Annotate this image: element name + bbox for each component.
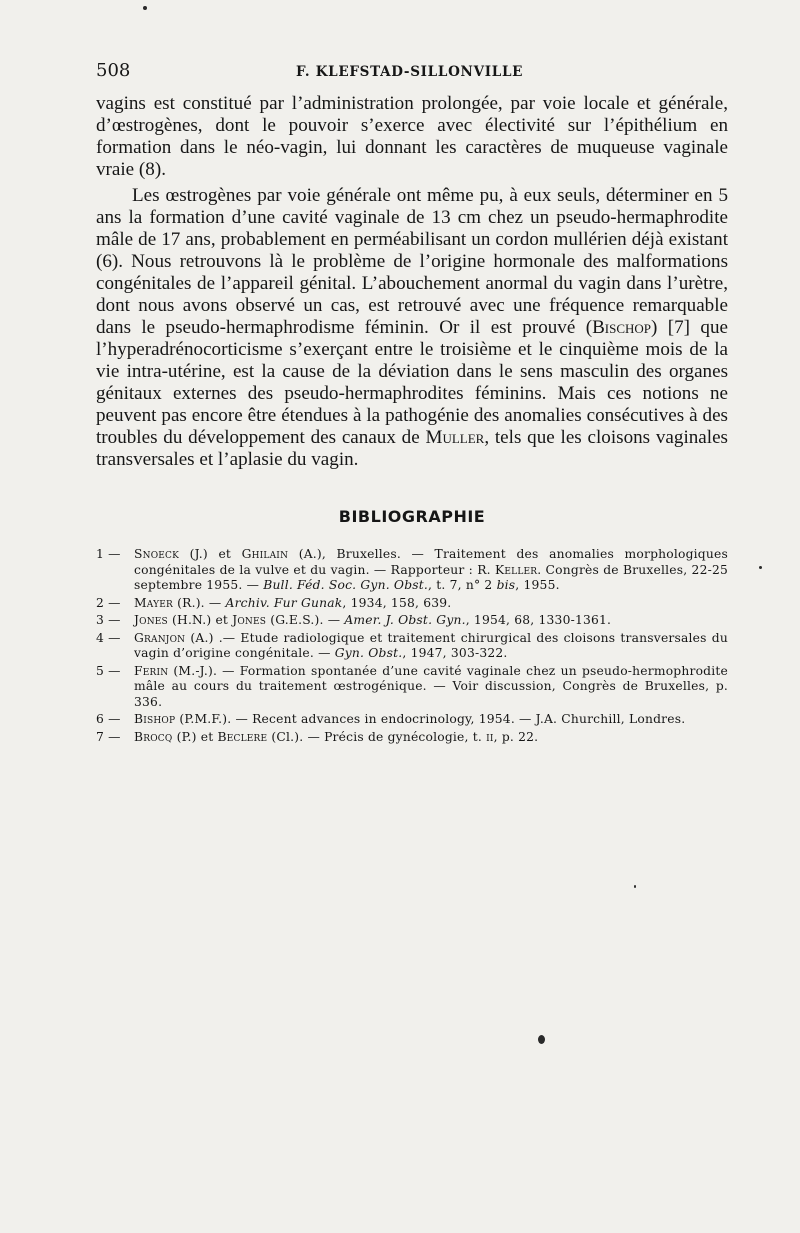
bib-author: Mayer (134, 595, 174, 610)
running-head: F. KLEFSTAD-SILLONVILLE (296, 64, 524, 80)
bib-text: , 1947, 303-322. (402, 646, 508, 660)
page (96, 60, 728, 747)
scan-speck (759, 566, 762, 569)
page-number: 508 (96, 60, 131, 81)
bib-number: 2 — (96, 595, 121, 610)
scan-speck (538, 1035, 545, 1044)
bib-text: (P.) et (172, 729, 218, 744)
bib-item-5 (96, 664, 728, 711)
bib-text: (H.N.) et (167, 613, 233, 627)
bib-text: (A.) .— Etude radiologique et traitement chirurgical des cloisons transversales du vagin d’origine congénitale. — (134, 630, 728, 660)
bib-number: 3 — (96, 613, 121, 627)
bib-number: 5 — (96, 663, 121, 678)
bib-volume: ii (486, 729, 494, 744)
bib-number: 6 — (96, 712, 121, 726)
bib-text: (G.E.S.). — (266, 613, 345, 627)
bib-item-7 (96, 730, 728, 746)
bib-author: Brocq (134, 729, 173, 744)
bib-item-1 (96, 547, 728, 594)
bibliography-title: BIBLIOGRAPHIE (338, 507, 486, 526)
bib-number: 4 — (96, 630, 121, 645)
page-header (96, 60, 728, 81)
bib-journal: Bull. Féd. Soc. Gyn. Obst. (263, 578, 429, 592)
bib-author: Beclere (217, 729, 268, 744)
bib-text: (A.), Bruxelles. — Traitement des anomalies morphologiques congénitales de la vulve et du vagin. — Rapporteur : R. (134, 547, 728, 577)
paragraph-1-text: vagins est constitué par l’administration prolongée, par voie locale et générale, d’œstrogènes, dont le pouvoir s’exerce avec électivité sur l’épithélium en formation dans le néo-vagin, lui donnant les caractères de muqueuse vaginale vraie (8). (96, 93, 728, 180)
bib-journal: Amer. J. Obst. Gyn. (344, 613, 466, 627)
bib-text: (R.). — (173, 595, 226, 610)
author-bischop: Bischop (592, 317, 652, 338)
bib-item-6 (96, 712, 728, 728)
scan-speck (634, 885, 636, 888)
bib-author: Ghilain (241, 547, 289, 561)
bib-text: (M.-J.). — Formation spontanée d’une cavité vaginale chez un pseudo-hermophrodite mâle au cours du traitement œstrogénique. — Voir discussion, Congrès de Bruxelles, p. 336. (134, 663, 728, 709)
bib-text: , 1934, 158, 639. (342, 595, 452, 610)
bib-author: Granjon (134, 630, 186, 645)
bib-author: Snoeck (134, 547, 180, 561)
bib-journal: Archiv. Fur Gunak (225, 595, 343, 610)
paragraph-2-text-b: ) [7] que l’hyperadrénocorticisme s’exerçant entre le troisième et le cinquième mois de la vie intra-utérine, est la cause de la déviation dans le sens masculin des organes génitaux externes des pseudo-hermaphrodites féminins. Mais ces notions ne peuvent pas encore être étendues à la pathogénie des anomalies consécutives à des troubles du développement des canaux de (96, 317, 728, 448)
bib-author: Jones (232, 613, 267, 627)
bib-item-2 (96, 596, 728, 612)
bib-text: . Congrès de Bruxelles, 22-25 septembre 1955. — (134, 562, 728, 592)
paragraph-2 (96, 185, 728, 471)
bib-text: (P.M.F.). — Recent advances in endocrinology, 1954. — J.A. Churchill, Londres. (175, 712, 686, 726)
paragraph-2-text-a: Les œstrogènes par voie générale ont même pu, à eux seuls, déterminer en 5 ans la formation d’une cavité vaginale de 13 cm chez un pseudo-hermaphrodite mâle de 17 ans, probablement en perméabilisant un cordon mullérien déjà existant (6). Nous retrouvons là le problème de l’origine hormonale des malformations congénitales de l’appareil génital. L’abouchement anormal du vagin dans l’urètre, dont nous avons observé un cas, est retrouvé avec une fréquence remarquable dans le pseudo-hermaphrodisme féminin. Or il est prouvé ( (96, 185, 728, 338)
bib-author: Keller (494, 562, 538, 577)
paragraph-1 (96, 93, 728, 181)
bib-number: 1 — (96, 547, 121, 561)
bib-text: , p. 22. (493, 729, 539, 744)
paragraph-2-text-c: , tels que les cloisons vaginales transversales et l’aplasie du vagin. (96, 427, 728, 470)
bib-number: 7 — (96, 729, 121, 744)
bib-item-4 (96, 631, 728, 662)
bib-text: (Cl.). — Précis de gynécologie, t. (267, 729, 487, 744)
bibliography-list (96, 547, 728, 745)
bib-author: Bishop (134, 712, 176, 726)
bib-text: , 1955. (515, 578, 560, 592)
bib-author: Ferin (134, 663, 169, 678)
bib-text: (J.) et (179, 547, 242, 561)
bib-author: Jones (134, 613, 168, 627)
bib-italic: bis (496, 578, 516, 592)
bib-text: , 1954, 68, 1330-1361. (465, 613, 612, 627)
bib-text: , t. 7, n° 2 (428, 578, 497, 592)
author-muller: Muller (425, 427, 485, 448)
bib-journal: Gyn. Obst. (334, 646, 403, 660)
scan-speck (143, 6, 147, 10)
bib-item-3 (96, 613, 728, 629)
